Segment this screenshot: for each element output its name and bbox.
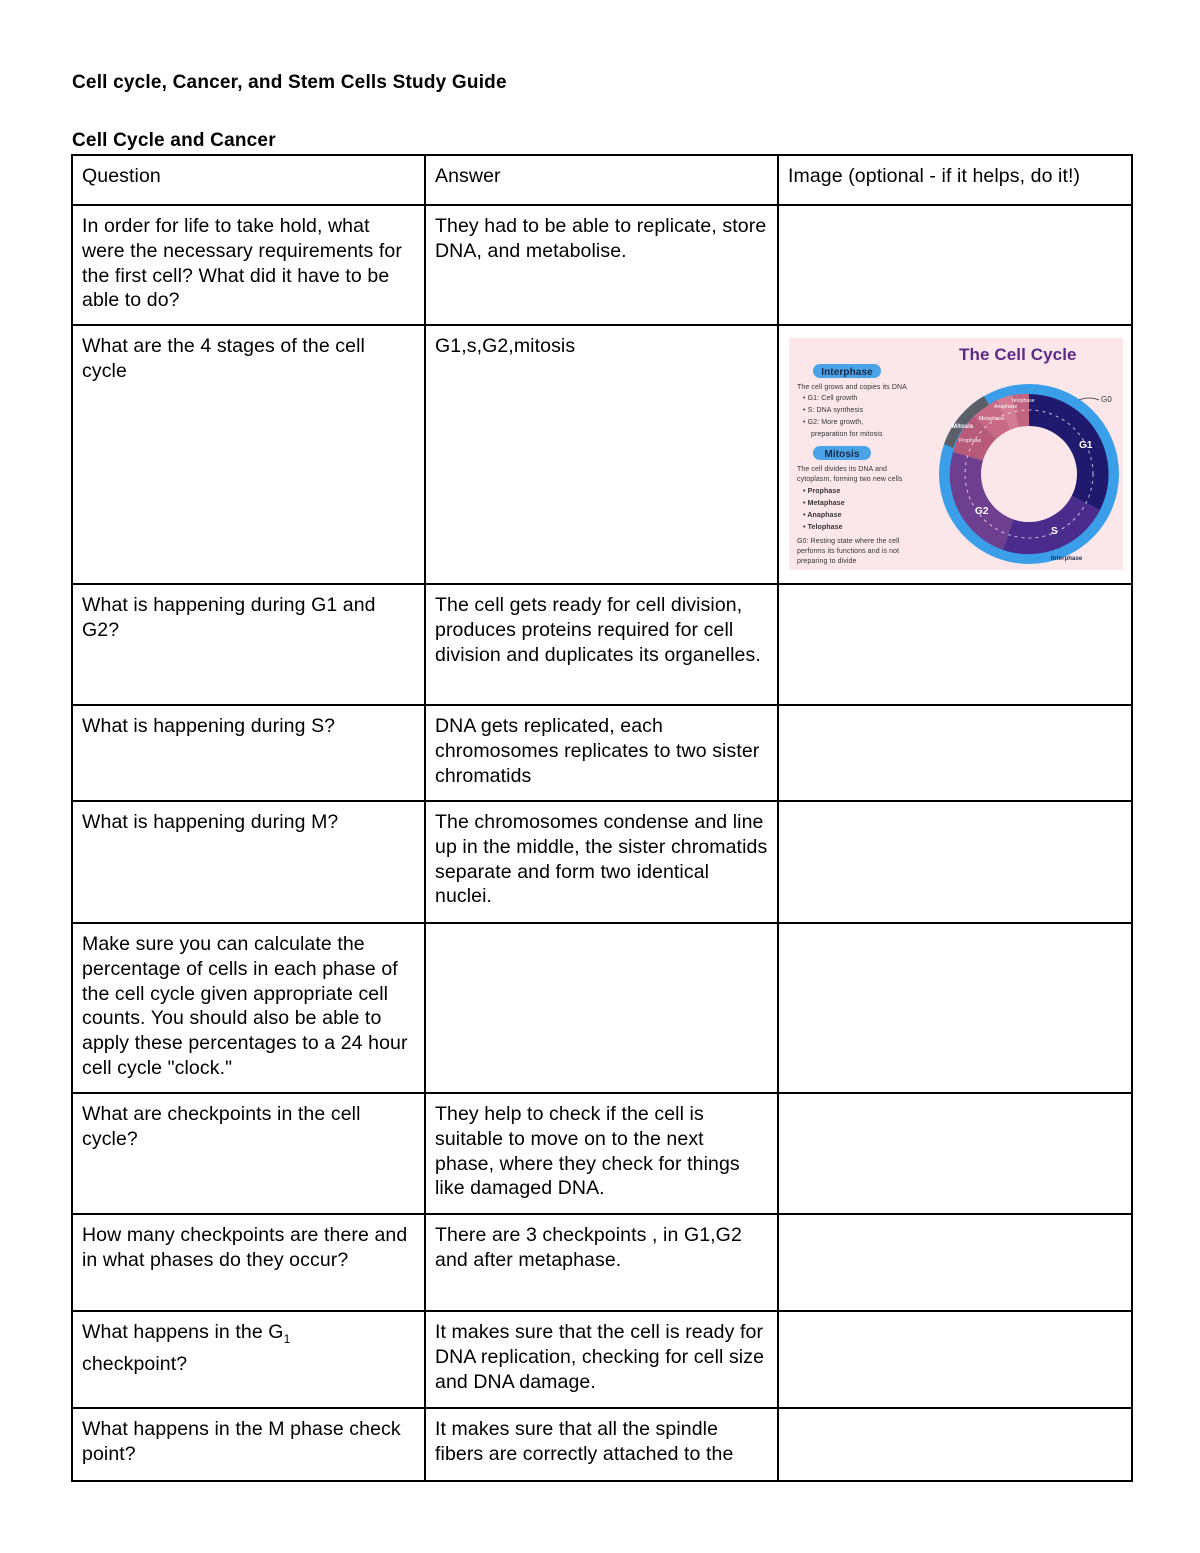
- label-metaphase: Metaphase: [979, 416, 1005, 422]
- table-row: [72, 1214, 1132, 1311]
- question-cell: [72, 1311, 425, 1408]
- label-interphase-arc: Interphase: [1051, 556, 1083, 562]
- image-cell: [778, 1214, 1132, 1311]
- image-cell: [778, 705, 1132, 801]
- table-row: [72, 1093, 1132, 1214]
- cell-cycle-wheel: [939, 384, 1119, 564]
- question-cell: What is happening during G1 and G2?: [72, 584, 425, 705]
- mitosis-intro: The cell divides its DNA and: [797, 466, 887, 473]
- g0-note: preparing to divide: [797, 558, 857, 565]
- label-g0: G0: [1101, 395, 1112, 404]
- interphase-item: • G1: Cell growth: [803, 395, 858, 402]
- diagram-title: The Cell Cycle: [959, 345, 1077, 364]
- question-cell: How many checkpoints are there and in what phases do they occur?: [72, 1214, 425, 1311]
- interphase-item: • G2: More growth,: [803, 419, 864, 426]
- question-cell: What is happening during S?: [72, 705, 425, 801]
- label-telophase: Telophase: [1011, 398, 1035, 404]
- image-cell: [778, 325, 1132, 584]
- header-answer: Answer: [425, 155, 778, 205]
- answer-cell: DNA gets replicated, each chromosomes replicates to two sister chromatids: [425, 705, 778, 801]
- answer-cell: There are 3 checkpoints , in G1,G2 and after metaphase.: [425, 1214, 778, 1311]
- image-cell: [778, 801, 1132, 923]
- section-title: Cell Cycle and Cancer: [72, 130, 276, 151]
- question-cell: What is happening during M?: [72, 801, 425, 923]
- image-cell: [778, 205, 1132, 325]
- mitosis-intro: cytoplasm, forming two new cells: [797, 476, 903, 483]
- table-row: [72, 205, 1132, 325]
- interphase-intro: The cell grows and copies its DNA: [797, 384, 907, 391]
- label-g2: G2: [975, 506, 989, 517]
- question-cell: In order for life to take hold, what were the necessary requirements for the first cell? What did it have to be able to do?: [72, 205, 425, 325]
- answer-cell: It makes sure that the cell is ready for DNA replication, checking for cell size and DNA damage.: [425, 1311, 778, 1408]
- label-mitosis-arc: Mitosis: [952, 424, 974, 430]
- mitosis-item: • Prophase: [803, 488, 841, 495]
- wheel-center: [981, 426, 1077, 522]
- mitosis-item: • Metaphase: [803, 500, 845, 507]
- interphase-item: preparation for mitosis: [811, 431, 883, 438]
- answer-cell: It makes sure that all the spindle fibers are correctly attached to the: [425, 1408, 778, 1481]
- g0-note: performs its functions and is not: [797, 548, 900, 555]
- label-s: S: [1051, 526, 1058, 537]
- table-header-row: [72, 155, 1132, 205]
- study-guide-table: [71, 154, 1133, 1482]
- answer-cell: The chromosomes condense and line up in the middle, the sister chromatids separate and form two identical nuclei.: [425, 801, 778, 923]
- interphase-label: Interphase: [821, 367, 873, 378]
- image-cell: [778, 923, 1132, 1093]
- interphase-item: • S: DNA synthesis: [803, 407, 864, 414]
- question-text: checkpoint?: [82, 1352, 188, 1375]
- answer-cell: They had to be able to replicate, store DNA, and metabolise.: [425, 205, 778, 325]
- subscript: 1: [283, 1331, 291, 1346]
- header-image: Image (optional - if it helps, do it!): [778, 155, 1132, 205]
- label-anaphase: Anaphase: [994, 404, 1018, 410]
- table-row: [72, 801, 1132, 923]
- label-prophase: Prophase: [959, 438, 982, 444]
- answer-cell: [425, 923, 778, 1093]
- mitosis-label: Mitosis: [824, 449, 860, 460]
- question-cell: What happens in the M phase check point?: [72, 1408, 425, 1481]
- answer-cell: The cell gets ready for cell division, produces proteins required for cell division and duplicates its organelles.: [425, 584, 778, 705]
- image-cell: [778, 1408, 1132, 1481]
- label-g1: G1: [1079, 440, 1093, 451]
- question-cell: Make sure you can calculate the percentage of cells in each phase of the cell cycle given appropriate cell counts. You should also be able to apply these percentages to a 24 hour cell cycle "clock.": [72, 923, 425, 1093]
- image-cell: [778, 1093, 1132, 1214]
- question-cell: What are checkpoints in the cell cycle?: [72, 1093, 425, 1214]
- mitosis-item: • Anaphase: [803, 512, 842, 519]
- image-cell: [778, 1311, 1132, 1408]
- answer-cell: They help to check if the cell is suitable to move on to the next phase, where they check for things like damaged DNA.: [425, 1093, 778, 1214]
- answer-cell: G1,s,G2,mitosis: [425, 325, 778, 584]
- table-row: [72, 705, 1132, 801]
- cell-cycle-diagram: [789, 338, 1123, 570]
- question-cell: What are the 4 stages of the cell cycle: [72, 325, 425, 584]
- header-question: Question: [72, 155, 425, 205]
- document-title: Cell cycle, Cancer, and Stem Cells Study Guide: [72, 72, 507, 93]
- g0-note: G0: Resting state where the cell: [797, 538, 900, 545]
- question-text: What happens in the G: [82, 1321, 284, 1343]
- mitosis-item: • Telophase: [803, 524, 843, 531]
- table-row: [72, 923, 1132, 1093]
- table-row: [72, 584, 1132, 705]
- table-row: [72, 1311, 1132, 1408]
- image-cell: [778, 584, 1132, 705]
- table-row: [72, 1408, 1132, 1481]
- table-row: [72, 325, 1132, 584]
